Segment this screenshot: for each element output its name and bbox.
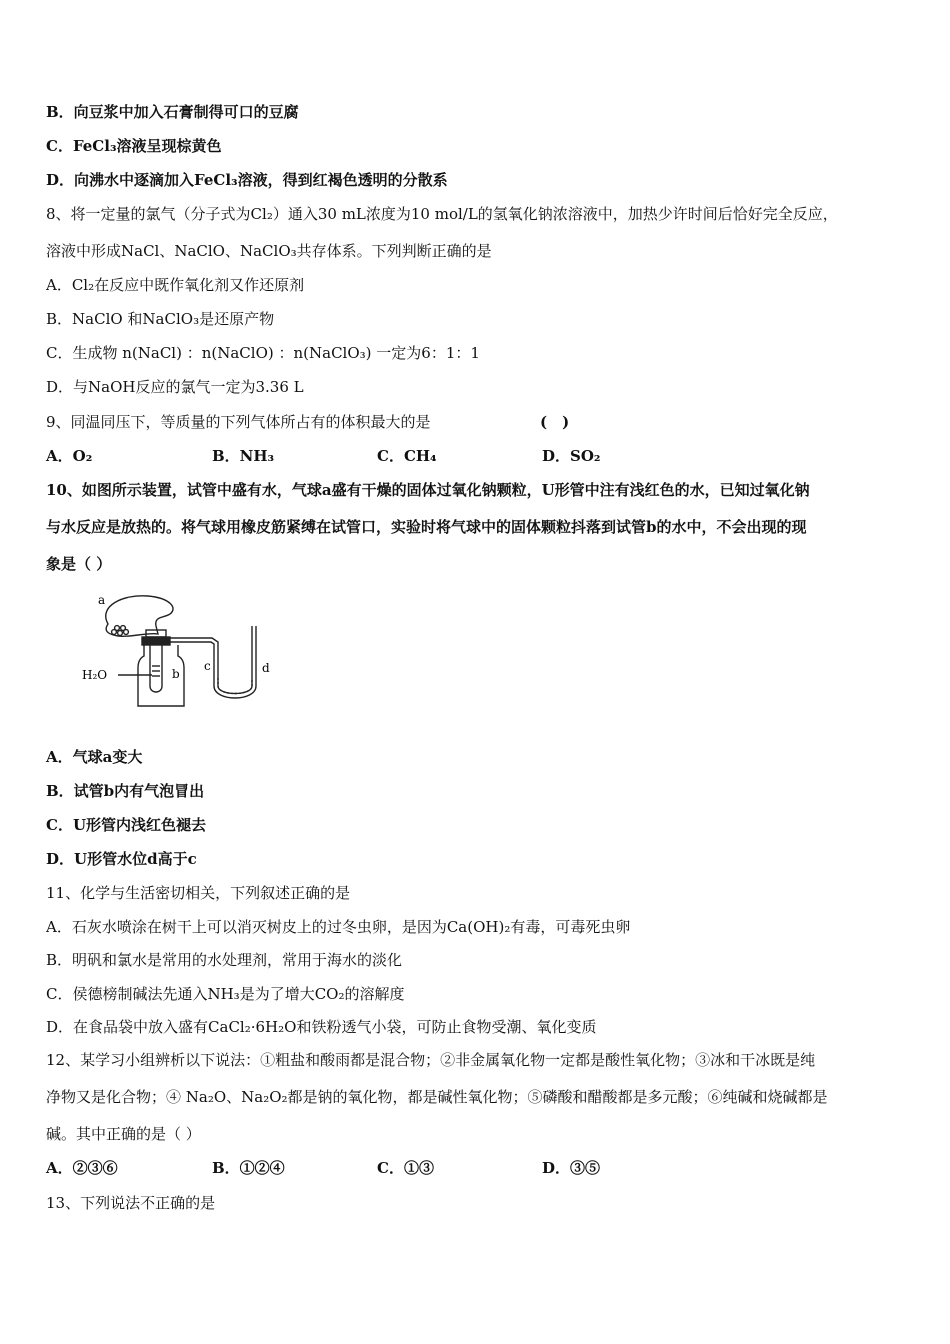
label-h2o: H₂O <box>82 668 108 682</box>
q8-option-c: C．生成物 n(NaCl) ：n(NaClO) ：n(NaClO₃) 一定为6：1：1 <box>46 344 480 362</box>
q8-option-b: B．NaClO 和NaClO₃是还原产物 <box>46 310 275 328</box>
delivery-tube <box>170 638 218 658</box>
q10-stem-line1: 10、如图所示装置，试管中盛有水，气球a盛有干燥的固体过氧化钠颗粒，U形管中注有浅红色的水，已知过氧化钠 <box>46 481 810 499</box>
q11-stem: 11、化学与生活密切相关，下列叙述正确的是 <box>46 884 351 902</box>
q11-option-a: A．石灰水喷涂在树干上可以消灭树皮上的过冬虫卵，是因为Ca(OH)₂有毒，可毒死虫卵 <box>46 918 631 936</box>
q10-option-d: D．U形管水位d高于c <box>46 850 197 868</box>
q12-stem-line3: 碱。其中正确的是（ ） <box>46 1125 201 1143</box>
q8-option-d: D．与NaOH反应的氯气一定为3.36 L <box>46 378 304 396</box>
q10-option-b: B．试管b内有气泡冒出 <box>46 782 205 800</box>
q9-option-a: A．O₂ <box>46 447 93 465</box>
q10-option-a: A．气球a变大 <box>46 748 143 766</box>
q9-option-d: D．SO₂ <box>542 447 601 465</box>
q12-option-a: A．②③⑥ <box>46 1159 118 1177</box>
q12-option-b: B．①②④ <box>212 1159 285 1177</box>
apparatus-diagram <box>78 586 278 716</box>
q10-option-c: C．U形管内浅红色褪去 <box>46 816 207 834</box>
q7-option-c: C．FeCl₃溶液呈现棕黄色 <box>46 137 222 155</box>
q10-stem-line3: 象是（ ） <box>46 555 112 573</box>
q7-option-b: B．向豆浆中加入石膏制得可口的豆腐 <box>46 103 299 121</box>
label-c: c <box>204 659 211 673</box>
q11-option-b: B．明矾和氯水是常用的水处理剂，常用于海水的淡化 <box>46 951 403 969</box>
q12-stem-line1: 12、某学习小组辨析以下说法：①粗盐和酸雨都是混合物；②非金属氧化物一定都是酸性氧化物；③冰和干冰既是纯 <box>46 1051 816 1069</box>
q9-stem: 9、同温同压下，等质量的下列气体所占有的体积最大的是 <box>46 413 431 431</box>
q8-stem-line2: 溶液中形成NaCl、NaClO、NaClO₃共存体系。下列判断正确的是 <box>46 242 492 260</box>
q9-answer-bracket: ( ) <box>540 413 570 431</box>
q11-option-c: C．侯德榜制碱法先通入NH₃是为了增大CO₂的溶解度 <box>46 985 405 1003</box>
label-d: d <box>262 661 270 675</box>
label-b: b <box>172 667 180 681</box>
q12-option-d: D．③⑤ <box>542 1159 601 1177</box>
q8-option-a: A．Cl₂在反应中既作氧化剂又作还原剂 <box>46 276 305 294</box>
q7-option-d: D．向沸水中逐滴加入FeCl₃溶液，得到红褐色透明的分散系 <box>46 171 448 189</box>
q13-stem: 13、下列说法不正确的是 <box>46 1194 216 1212</box>
q9-option-b: B．NH₃ <box>212 447 275 465</box>
test-tube-b <box>150 645 162 692</box>
q10-stem-line2: 与水反应是放热的。将气球用橡皮筋紧缚在试管口，实验时将气球中的固体颗粒抖落到试管b的水中，不会出现的现 <box>46 518 807 536</box>
label-a: a <box>98 593 106 607</box>
q12-option-c: C．①③ <box>377 1159 434 1177</box>
q8-stem-line1: 8、将一定量的氯气（分子式为Cl₂）通入30 mL浓度为10 mol/L的氢氧化钠浓溶液中，加热少许时间后恰好完全反应， <box>46 205 838 223</box>
q11-option-d: D．在食品袋中放入盛有CaCl₂·6H₂O和铁粉透气小袋，可防止食物受潮、氧化变质 <box>46 1018 597 1036</box>
q9-option-c: C．CH₄ <box>377 447 437 465</box>
u-tube <box>214 626 256 698</box>
q12-stem-line2: 净物又是化合物；④ Na₂O、Na₂O₂都是钠的氧化物，都是碱性氧化物；⑤磷酸和醋酸都是多元酸；⑥纯碱和烧碱都是 <box>46 1088 828 1106</box>
